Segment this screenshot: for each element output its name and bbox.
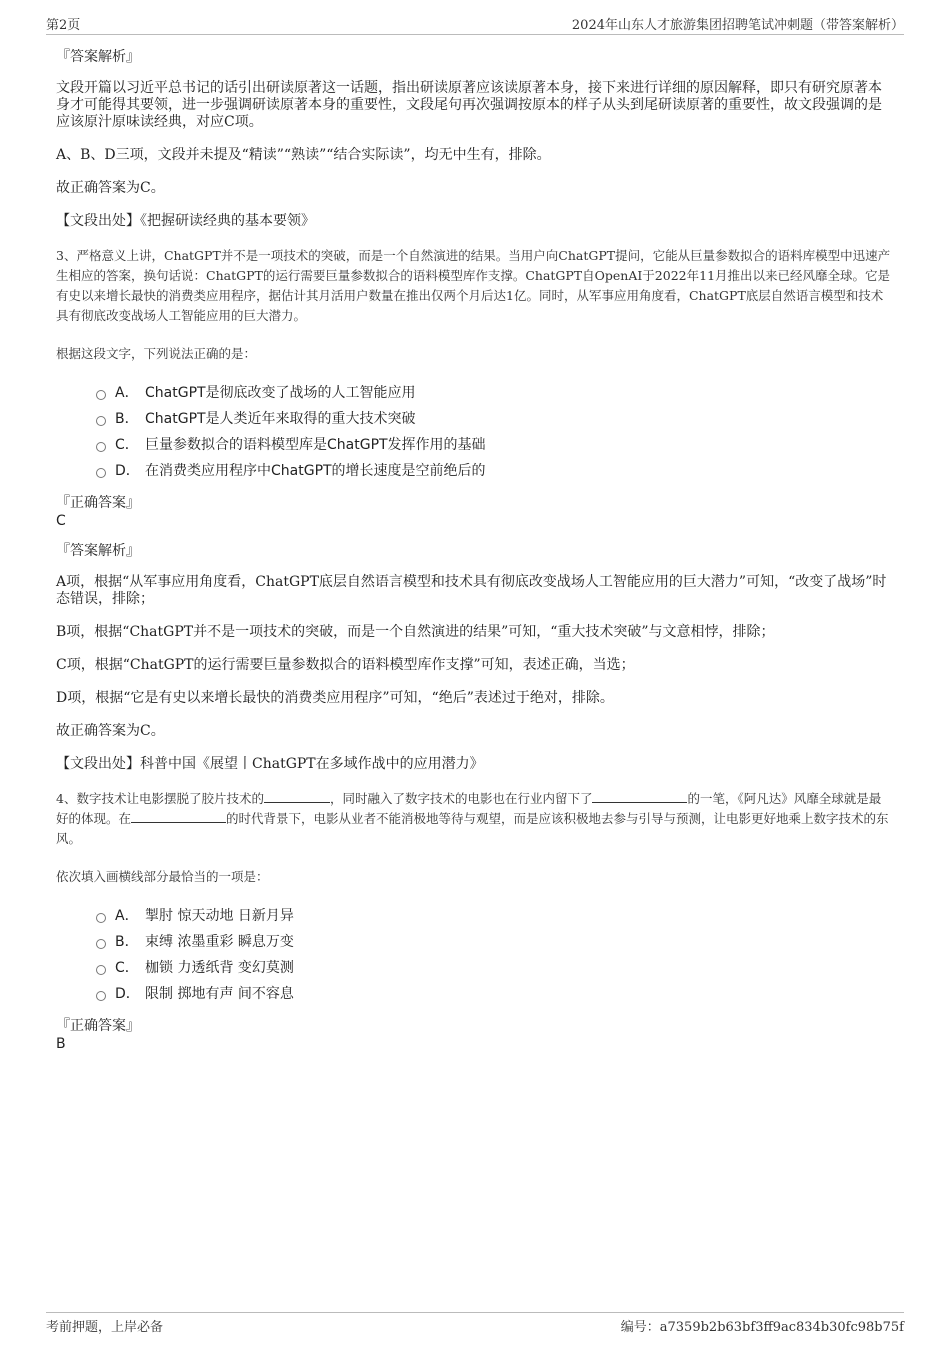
conclusion: 故正确答案为C。 bbox=[56, 723, 165, 739]
option-b[interactable]: B． ChatGPT是人类近年来取得的重大技术突破 bbox=[96, 406, 892, 432]
radio-icon[interactable] bbox=[96, 939, 106, 949]
page-number: 第2页 bbox=[46, 18, 81, 33]
footer-slogan: 考前押题，上岸必备 bbox=[46, 1320, 164, 1335]
blank-3 bbox=[131, 810, 226, 823]
analysis-paragraph: 文段开篇以习近平总书记的话引出研读原著这一话题，指出研读原著应该读原著本身，接下来进行详细的原因解释，即只有研究原著本身才可能得其要领，进一步强调研读原著本身的重要性，文段尾句再次强调按原本的样子从头到尾研读原著的重要性，故文段强调的是应该原汁原味读经典，对应C项。 bbox=[56, 80, 882, 130]
question-prompt: 依次填入画横线部分最恰当的一项是： bbox=[56, 869, 269, 884]
blank-1 bbox=[264, 790, 330, 803]
question-prompt: 根据这段文字，下列说法正确的是： bbox=[56, 346, 257, 361]
option-a[interactable]: A． 掣肘 惊天动地 日新月异 bbox=[96, 903, 892, 929]
analysis-paragraph: C项，根据“ChatGPT的运行需要巨量参数拟合的语料模型库作支撑”可知，表述正确，当选； bbox=[56, 657, 635, 673]
radio-icon[interactable] bbox=[96, 468, 106, 478]
option-a[interactable]: A． ChatGPT是彻底改变了战场的人工智能应用 bbox=[96, 380, 892, 406]
correct-answer-tag: 『正确答案』 bbox=[56, 495, 140, 511]
analysis-tag: 『答案解析』 bbox=[56, 543, 140, 559]
blank-2 bbox=[592, 790, 687, 803]
correct-answer: C bbox=[56, 513, 66, 529]
analysis-paragraph: A、B、D三项，文段并未提及“精读”“熟读”“结合实际读”，均无中生有，排除。 bbox=[56, 147, 551, 163]
option-c[interactable]: C． 枷锁 力透纸背 变幻莫测 bbox=[96, 955, 892, 981]
radio-icon[interactable] bbox=[96, 416, 106, 426]
option-d[interactable]: D． 限制 掷地有声 间不容息 bbox=[96, 981, 892, 1007]
page-footer bbox=[46, 1312, 904, 1337]
option-d[interactable]: D． 在消费类应用程序中ChatGPT的增长速度是空前绝后的 bbox=[96, 458, 892, 484]
option-b[interactable]: B． 束缚 浓墨重彩 瞬息万变 bbox=[96, 929, 892, 955]
option-list bbox=[56, 903, 892, 1007]
radio-icon[interactable] bbox=[96, 965, 106, 975]
source-citation: 【文段出处】《把握研读经典的基本要领》 bbox=[56, 213, 315, 229]
page-content bbox=[56, 46, 892, 1063]
source-citation: 【文段出处】科普中国《展望丨ChatGPT在多域作战中的应用潜力》 bbox=[56, 756, 484, 772]
option-c[interactable]: C． 巨量参数拟合的语料模型库是ChatGPT发挥作用的基础 bbox=[96, 432, 892, 458]
analysis-paragraph: A项，根据“从军事应用角度看，ChatGPT底层自然语言模型和技术具有彻底改变战场人工智能应用的巨大潜力”可知，“改变了战场”时态错误，排除； bbox=[56, 574, 887, 607]
document-title: 2024年山东人才旅游集团招聘笔试冲刺题（带答案解析） bbox=[571, 18, 904, 33]
radio-icon[interactable] bbox=[96, 390, 106, 400]
radio-icon[interactable] bbox=[96, 991, 106, 1001]
correct-answer: B bbox=[56, 1036, 66, 1052]
analysis-tag: 『答案解析』 bbox=[56, 49, 140, 65]
radio-icon[interactable] bbox=[96, 442, 106, 452]
analysis-paragraph: D项，根据“它是有史以来增长最快的消费类应用程序”可知，“绝后”表述过于绝对，排除。 bbox=[56, 690, 614, 706]
question-stem: 3、严格意义上讲，ChatGPT并不是一项技术的突破，而是一个自然演进的结果。当用户向ChatGPT提问，它能从巨量参数拟合的语料库模型中迅速产生相应的答案，换句话说：ChatGPT的运行需要巨量参数拟合的语料模型库作支撑。ChatGPT自OpenAI于2022年11月推出以来已经风靡全球。它是有史以来增长最快的消费类应用程序，据估计其月活用户数量在推出仅两个月后达1亿。同时，从军事应用角度看，ChatGPT底层自然语言模型和技术具有彻底改变战场人工智能应用的巨大潜力。 bbox=[56, 248, 891, 323]
correct-answer-tag: 『正确答案』 bbox=[56, 1018, 140, 1034]
document-code: 编号：a7359b2b63bf3ff9ac834b30fc98b75f bbox=[620, 1320, 904, 1335]
radio-icon[interactable] bbox=[96, 913, 106, 923]
conclusion: 故正确答案为C。 bbox=[56, 180, 165, 196]
option-list bbox=[56, 380, 892, 484]
question-stem: 4、数字技术让电影摆脱了胶片技术的 ，同时融入了数字技术的电影也在行业内留下了 的一笔，《阿凡达》风靡全球就是最好的体现。在 的时代背景下，电影从业者不能消极地等待与观望，而是应该积极地去参与引导与预测，让电影更好地乘上数字技术的东风。 bbox=[56, 791, 889, 846]
page-header bbox=[46, 14, 904, 35]
analysis-paragraph: B项，根据“ChatGPT并不是一项技术的突破，而是一个自然演进的结果”可知，“重大技术突破”与文意相悖，排除； bbox=[56, 624, 775, 640]
